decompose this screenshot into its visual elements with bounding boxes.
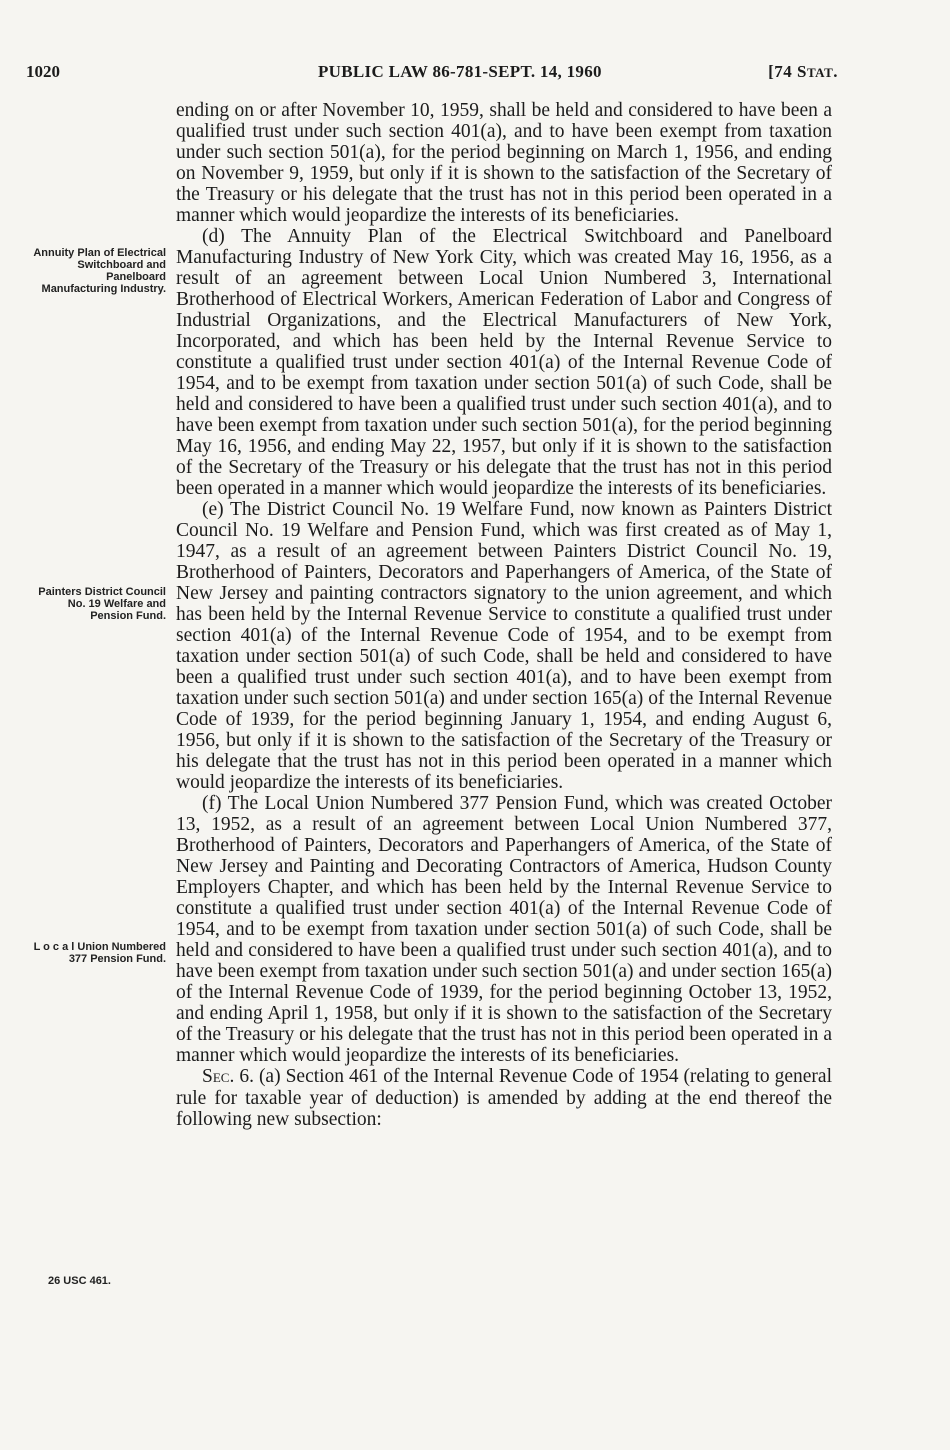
margin-note-painters-council: Painters District Council No. 19 Welfare and Pension Fund.	[38, 586, 166, 622]
margin-note-usc-citation: 26 USC 461.	[48, 1275, 111, 1287]
paragraph-e: (e) The District Council No. 19 Welfare Fund, now known as Painters District Council No. 19 Welfare and Pension Fund, which was first created as of May 1, 1947, as a result of an agreement between Painters District Council No. 19, Brotherhood of Painters, Decorators and Paperhangers of America, of the State of New Jersey and painting contractors signatory to the union agreement, and which has been held by the Internal Revenue Service to constitute a qualified trust under section 401(a) of the Internal Revenue Code of 1954, and to be exempt from taxation under section 501(a) of such Code, shall be held and considered to have been a qualified trust under such section 401(a), and to have been exempt from taxation under such section 501(a) and under section 165(a) of the Internal Revenue Code of 1939, for the period beginning January 1, 1954, and ending August 6, 1956, but only if it is shown to the satisfaction of the Secretary of the Treasury or his delegate that the trust has not in this period been operated in a manner which would jeopardize the interests of its beneficiaries.	[176, 499, 832, 793]
running-title: PUBLIC LAW 86-781-SEPT. 14, 1960	[318, 62, 602, 81]
margin-note-annuity-plan: Annuity Plan of Electrical Switchboard and Panelboard Manufacturing Industry.	[33, 247, 166, 295]
section-6-text: . 6. (a) Section 461 of the Internal Revenue Code of 1954 (relating to general rule for taxable year of deduction) is amended by adding at the end thereof the following new subsection:	[176, 1066, 832, 1130]
paragraph-continuation: ending on or after November 10, 1959, shall be held and considered to have been a qualified trust under such section 401(a), and to have been exempt from taxation under such section 501(a), for the period beginning on March 1, 1956, and ending on November 9, 1959, but only if it is shown to the satisfaction of the Secretary of the Treasury or his delegate that the trust has not in this period been operated in a manner which would jeopardize the interests of its beneficiaries.	[176, 100, 832, 226]
volume-ref-suffix: .	[833, 62, 838, 81]
body-text	[176, 100, 832, 1130]
sec-abbrev-rest: EC	[212, 1070, 230, 1085]
volume-ref-smallcaps: TAT	[806, 65, 834, 80]
running-header	[26, 62, 838, 88]
volume-reference	[768, 62, 838, 82]
page-number: 1020	[26, 62, 60, 81]
paragraph-f: (f) The Local Union Numbered 377 Pension Fund, which was created October 13, 1952, as a result of an agreement between Local Union Numbered 377, Brotherhood of Painters, Decorators and Paperhangers of America, of the State of New Jersey and Painting and Decorating Contractors of America, Hudson County Employers Chapter, and which has been held by the Internal Revenue Service to constitute a qualified trust under section 401(a) of the Internal Revenue Code of 1954, and to be exempt from taxation under section 501(a) of such Code, shall be held and considered to have been a qualified trust under such section 401(a), and to have been exempt from taxation under such section 501(a) and under section 165(a) of the Internal Revenue Code of 1939, for the period beginning October 13, 1952, and ending April 1, 1958, but only if it is shown to the satisfaction of the Secretary of the Treasury or his delegate that the trust has not in this period been operated in a manner which would jeopardize the interests of its beneficiaries.	[176, 793, 832, 1066]
paragraph-d: (d) The Annuity Plan of the Electrical Switchboard and Panelboard Manufacturing Industry of New York City, which was created May 16, 1956, as a result of an agreement between Local Union Numbered 3, International Brotherhood of Electrical Workers, American Federation of Labor and Congress of Industrial Organizations, and the Electrical Manufacturers of New York, Incorporated, and which has been held by the Internal Revenue Service to constitute a qualified trust under section 401(a) of the Internal Revenue Code of 1954, and to be exempt from taxation under section 501(a) of such Code, shall be held and considered to have been a qualified trust under such section 401(a), and to have been exempt from taxation under such section 501(a), for the period beginning May 16, 1956, and ending May 22, 1957, but only if it is shown to the satisfaction of the Secretary of the Treasury or his delegate that the trust has not in this period been operated in a manner which would jeopardize the interests of its beneficiaries.	[176, 226, 832, 499]
margin-note-local-union: L o c a l Union Numbered 377 Pension Fund.	[33, 941, 166, 965]
volume-ref-prefix: [74 S	[768, 62, 807, 81]
section-6-paragraph	[176, 1066, 832, 1130]
sec-abbrev-initial: S	[202, 1066, 213, 1087]
